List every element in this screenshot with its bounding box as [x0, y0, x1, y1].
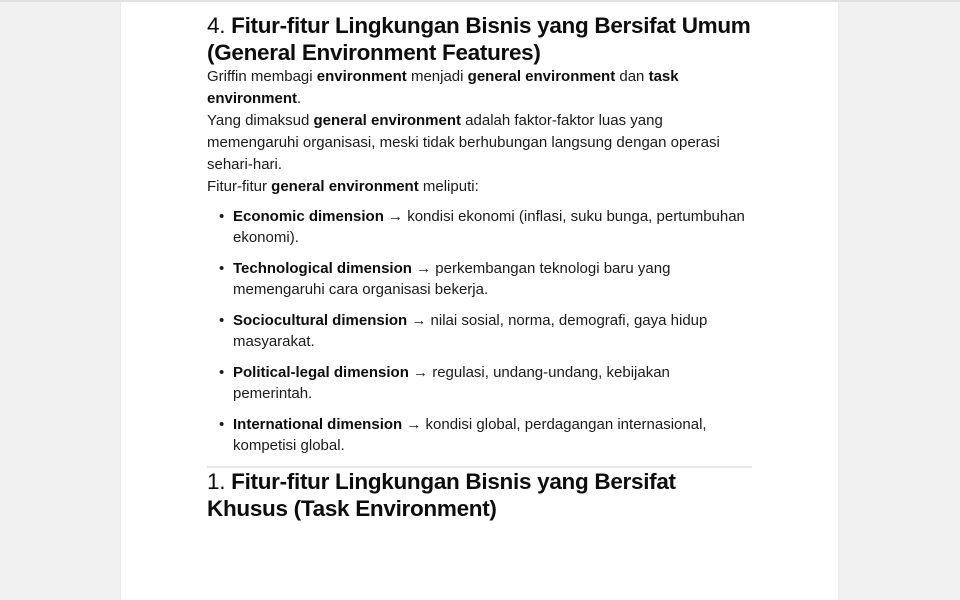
- arrow-icon: →: [413, 364, 429, 381]
- feature-description: kondisi ekonomi (inflasi, suku bunga, pertumbuhan ekonomi).: [233, 208, 745, 246]
- text: Yang dimaksud: [207, 112, 314, 129]
- list-item-international: [219, 414, 752, 456]
- text: .: [297, 90, 302, 107]
- text: adalah faktor-faktor luas yang memengaruhi organisasi, meski tidak berhubungan langsung dengan operasi sehari-hari.: [207, 112, 720, 173]
- text: dan: [615, 68, 649, 85]
- text: meliputi:: [418, 178, 479, 195]
- list-item-technological: [219, 258, 752, 300]
- top-border: [0, 0, 960, 2]
- arrow-icon: →: [406, 416, 422, 433]
- bullet-icon: •: [219, 312, 225, 329]
- heading-title: Fitur-fitur Lingkungan Bisnis yang Bersifat Umum (General Environment Features): [207, 13, 751, 65]
- feature-term: Political-legal dimension: [233, 364, 409, 381]
- bold-term: general environment: [313, 112, 461, 129]
- paragraph-griffin-division: [207, 66, 752, 110]
- list-item-sociocultural: [219, 310, 752, 352]
- feature-term: Technological dimension: [233, 260, 412, 277]
- bold-term: general environment: [467, 68, 616, 85]
- arrow-icon: →: [388, 208, 404, 225]
- bold-term: task environment: [207, 68, 679, 107]
- list-item-political-legal: [219, 362, 752, 404]
- heading-number: 1.: [207, 469, 226, 494]
- bullet-icon: •: [219, 416, 225, 433]
- arrow-icon: →: [411, 312, 427, 329]
- text: Fitur-fitur: [207, 178, 272, 195]
- heading-number: 4.: [207, 13, 226, 38]
- feature-term: Economic dimension: [233, 208, 384, 225]
- feature-description: nilai sosial, norma, demografi, gaya hidup masyarakat.: [233, 312, 708, 350]
- feature-list: [207, 206, 752, 456]
- document-panel: [121, 0, 838, 600]
- feature-term: Sociocultural dimension: [233, 312, 408, 329]
- document-content: [207, 12, 752, 522]
- feature-term: International dimension: [233, 416, 403, 433]
- section-heading-general-environment: [207, 12, 752, 66]
- bullet-icon: •: [219, 208, 225, 225]
- paragraph-general-environment-definition: [207, 110, 752, 176]
- feature-description: regulasi, undang-undang, kebijakan pemerintah.: [233, 364, 670, 402]
- feature-description: kondisi global, perdagangan internasional, kompetisi global.: [233, 416, 707, 454]
- heading-title: Fitur-fitur Lingkungan Bisnis yang Bersifat Khusus (Task Environment): [207, 469, 676, 521]
- list-item-economic: [219, 206, 752, 248]
- text: menjadi: [406, 68, 468, 85]
- bullet-icon: •: [219, 364, 225, 381]
- bold-term: general environment: [271, 178, 419, 195]
- bullet-icon: •: [219, 260, 225, 277]
- text: Griffin membagi: [207, 68, 317, 85]
- feature-description: perkembangan teknologi baru yang memengaruhi cara organisasi bekerja.: [233, 260, 671, 298]
- paragraph-features-intro: [207, 176, 752, 198]
- bold-term: environment: [316, 68, 407, 85]
- arrow-icon: →: [416, 260, 432, 277]
- section-heading-task-environment: [207, 468, 752, 522]
